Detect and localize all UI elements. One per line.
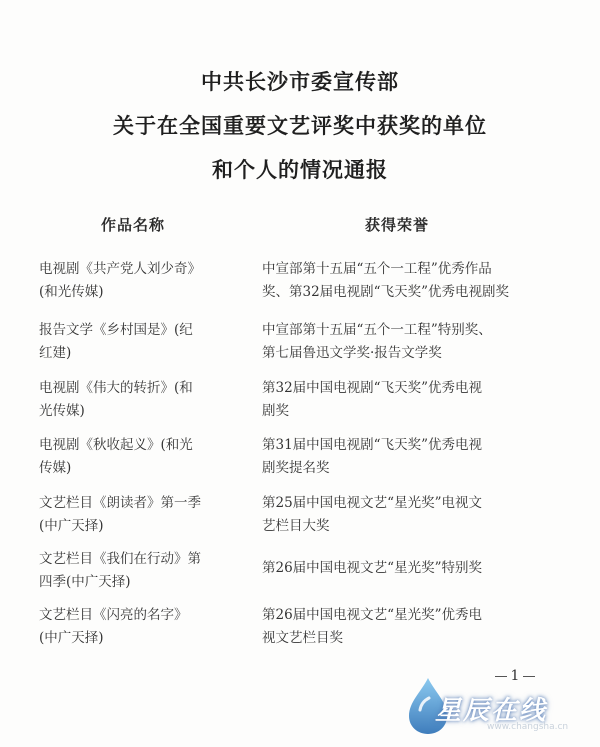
honor-cell	[262, 434, 552, 480]
honor-text: 第32届中国电视剧“飞天奖”优秀电视	[262, 380, 482, 396]
honor-text: 剧奖提名奖	[262, 460, 330, 476]
honor-text: 中宣部第十五届“五个一工程”特别奖、	[262, 322, 492, 338]
work-text: (中广天择)	[39, 518, 104, 534]
honor-text: 第25届中国电视文艺“星光奖”电视文	[262, 495, 482, 511]
watermark-brand: 星辰在线	[435, 696, 548, 726]
title-line-1: 中共长沙市委宣传部	[201, 70, 399, 94]
work-cell	[39, 604, 249, 650]
work-cell	[39, 319, 249, 365]
honor-cell	[262, 557, 552, 580]
honor-cell	[262, 319, 552, 365]
work-text: 四季(中广天择)	[39, 574, 131, 590]
honor-text: 奖、第32届电视剧“飞天奖”优秀电视剧奖	[262, 284, 509, 300]
honor-cell	[262, 492, 552, 538]
work-cell	[39, 434, 249, 480]
title-line-2: 关于在全国重要文艺评奖中获奖的单位	[113, 114, 487, 138]
work-text: 红建)	[39, 345, 72, 361]
work-text: 电视剧《伟大的转折》(和	[39, 380, 193, 396]
work-cell	[39, 258, 249, 304]
work-text: 电视剧《秋收起义》(和光	[39, 437, 193, 453]
work-text: 文艺栏目《闪亮的名字》	[39, 607, 188, 623]
honor-cell	[262, 377, 552, 423]
honor-text: 剧奖	[262, 403, 289, 419]
work-cell	[39, 492, 249, 538]
honor-text: 第26届中国电视文艺“星光奖”特别奖	[262, 560, 482, 576]
work-cell	[39, 548, 249, 594]
honor-text: 第七届鲁迅文学奖·报告文学奖	[262, 345, 442, 361]
work-text: (中广天择)	[39, 630, 104, 646]
honor-text: 第31届中国电视剧“飞天奖”优秀电视	[262, 437, 482, 453]
honor-text: 第26届中国电视文艺“星光奖”优秀电	[262, 607, 482, 623]
column-header-honor: 获得荣誉	[365, 216, 430, 234]
honor-text: 艺栏目大奖	[262, 518, 330, 534]
honor-cell	[262, 258, 552, 304]
work-text: 文艺栏目《我们在行动》第	[39, 551, 201, 567]
work-text: 光传媒)	[39, 403, 85, 419]
title-line-3: 和个人的情况通报	[212, 158, 388, 182]
work-text: 传媒)	[39, 460, 72, 476]
watermark-url: www.changsha.cn	[487, 722, 569, 732]
work-text: 报告文学《乡村国是》(纪	[39, 322, 193, 338]
work-text: 文艺栏目《朗读者》第一季	[39, 495, 201, 511]
work-cell	[39, 377, 249, 423]
honor-cell	[262, 604, 552, 650]
page-number-text: 1	[510, 668, 520, 684]
honor-text: 视文艺栏目奖	[262, 630, 343, 646]
work-text: (和光传媒)	[39, 284, 104, 300]
column-header-work: 作品名称	[101, 216, 166, 234]
watermark	[405, 676, 595, 738]
honor-text: 中宣部第十五届“五个一工程”优秀作品	[262, 261, 492, 277]
work-text: 电视剧《共产党人刘少奇》	[39, 261, 201, 277]
